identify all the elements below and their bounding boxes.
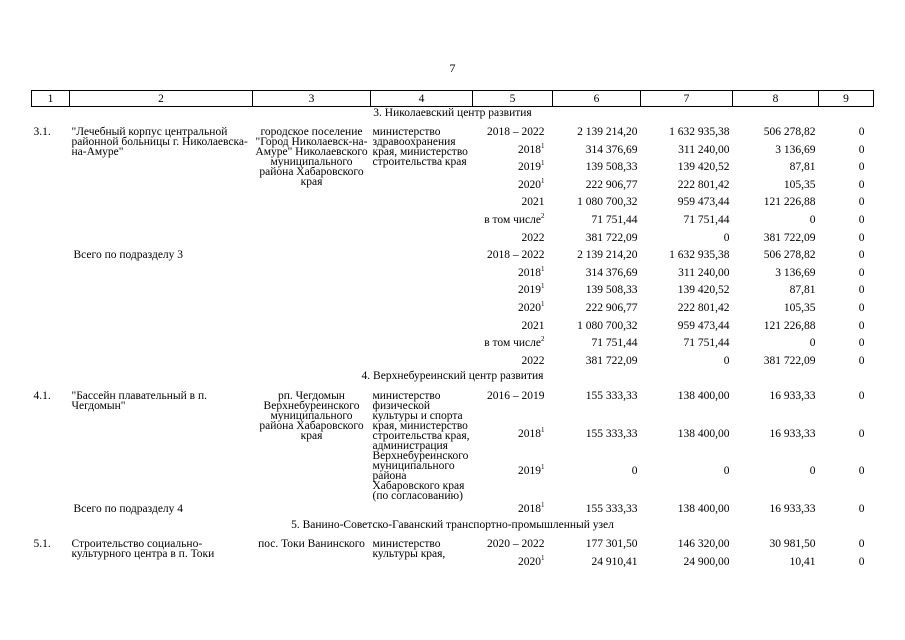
year-text: 2020	[518, 178, 541, 191]
federal-value-cell: 959 473,44	[677, 319, 730, 332]
year-text: 2022	[521, 231, 545, 244]
year-text: в том числе	[484, 214, 541, 227]
year-cell	[473, 194, 553, 212]
item-index: 5.1.	[33, 538, 51, 551]
table-body	[32, 107, 874, 572]
footnote-mark: 1	[541, 300, 545, 309]
item-location: пос. Токи Ванинского	[258, 538, 365, 551]
regional-value-cell: 3 136,69	[775, 266, 816, 279]
item-name: "Лечебный корпус центральной районной больницы г. Николаевска-на-Амуре"	[71, 126, 248, 159]
other-value-cell: 0	[858, 390, 865, 402]
year-text: 2020	[518, 302, 541, 315]
year-cell	[473, 230, 553, 248]
subsection-total-label: Всего по подразделу 4	[73, 503, 184, 515]
federal-value-cell: 1 632 935,38	[669, 249, 730, 262]
federal-value-cell: 1 632 935,38	[669, 126, 730, 139]
column-header: 3	[253, 91, 371, 107]
footnote-mark: 1	[541, 501, 545, 510]
other-value-cell: 0	[858, 538, 865, 551]
year-text: 2018 – 2022	[487, 126, 545, 139]
column-header: 7	[641, 91, 733, 107]
footnote-mark: 1	[541, 463, 545, 472]
column-header: 9	[819, 91, 874, 107]
other-value-cell: 0	[858, 503, 865, 515]
total-row	[32, 501, 874, 519]
total-value-cell: 0	[631, 465, 638, 478]
section-row	[32, 370, 874, 388]
year-text: 2022	[521, 354, 545, 367]
year-cell	[473, 554, 553, 572]
federal-value-cell: 959 473,44	[677, 196, 730, 209]
federal-value-cell: 222 801,42	[677, 302, 730, 315]
other-value-cell: 0	[858, 126, 865, 139]
other-value-cell: 0	[858, 337, 865, 350]
footnote-mark: 1	[541, 425, 545, 434]
federal-value-cell: 0	[723, 465, 730, 478]
regional-value-cell: 16 933,33	[769, 503, 816, 515]
total-value-cell: 222 906,77	[585, 178, 638, 191]
regional-value-cell: 105,35	[783, 302, 816, 315]
federal-value-cell: 311 240,00	[678, 143, 730, 156]
federal-value-cell: 138 400,00	[677, 390, 730, 402]
year-cell	[473, 536, 553, 554]
year-cell	[473, 247, 553, 265]
federal-value-cell: 0	[723, 231, 730, 244]
item-name: Строительство социально-культурного центра в п. Токи	[71, 538, 215, 561]
section-row	[32, 107, 874, 125]
footnote-mark: 1	[541, 141, 545, 150]
federal-value-cell: 222 801,42	[677, 178, 730, 191]
total-value-cell: 314 376,69	[585, 266, 638, 279]
federal-value-cell: 138 400,00	[677, 503, 730, 515]
regional-value-cell: 0	[809, 214, 816, 227]
year-text: 2018	[518, 427, 541, 440]
item-index: 3.1.	[33, 126, 51, 139]
year-text: 2018 – 2022	[487, 249, 545, 262]
other-value-cell: 0	[858, 161, 865, 174]
year-cell	[473, 142, 553, 160]
year-cell	[473, 353, 553, 371]
year-cell	[473, 212, 553, 230]
year-cell	[473, 124, 553, 142]
item-index: 4.1.	[33, 390, 51, 402]
footnote-mark: 2	[541, 212, 545, 221]
total-value-cell: 381 722,09	[585, 231, 638, 244]
column-header: 2	[70, 91, 253, 107]
year-cell	[473, 318, 553, 336]
year-cell	[473, 177, 553, 195]
column-header: 1	[32, 91, 70, 107]
table-row	[32, 388, 874, 426]
total-value-cell: 2 139 214,20	[577, 126, 638, 139]
year-cell	[473, 501, 553, 519]
year-text: 2016 – 2019	[487, 390, 545, 402]
footnote-mark: 1	[541, 265, 545, 274]
year-text: 2021	[521, 319, 545, 332]
regional-value-cell: 16 933,33	[769, 427, 816, 440]
total-value-cell: 2 139 214,20	[577, 249, 638, 262]
table-row	[32, 124, 874, 142]
total-value-cell: 155 333,33	[585, 427, 638, 440]
total-value-cell: 381 722,09	[585, 354, 638, 367]
total-value-cell: 155 333,33	[585, 503, 638, 515]
total-value-cell: 314 376,69	[585, 143, 638, 156]
other-value-cell: 0	[858, 354, 865, 367]
year-cell	[473, 426, 553, 464]
year-text: 2019	[518, 161, 541, 174]
year-text: 2018	[518, 143, 541, 156]
total-value-cell: 1 080 700,32	[577, 196, 638, 209]
item-name: "Бассейн плавательный в п. Чегдомын"	[71, 390, 207, 412]
column-header: 5	[473, 91, 553, 107]
regional-value-cell: 506 278,82	[763, 249, 816, 262]
footnote-mark: 1	[541, 282, 545, 291]
federal-value-cell: 139 420,52	[677, 161, 730, 174]
year-cell	[473, 300, 553, 318]
total-value-cell: 24 910,41	[591, 555, 638, 568]
item-location: рп. Чегдомын Верхнебуреинского муниципального района Хабаровского края	[259, 390, 364, 442]
other-value-cell: 0	[858, 196, 865, 209]
year-cell	[473, 335, 553, 353]
regional-value-cell: 10,41	[789, 555, 816, 568]
year-text: 2019	[518, 465, 541, 478]
federal-value-cell: 138 400,00	[677, 427, 730, 440]
year-cell	[473, 388, 553, 426]
year-text: 2018	[518, 503, 541, 515]
section-title: 5. Ванино-Советско-Гаванский транспортно-промышленный узел	[291, 518, 614, 531]
other-value-cell: 0	[858, 319, 865, 332]
total-value-cell: 222 906,77	[585, 302, 638, 315]
section-title: 4. Верхнебуреинский центр развития	[361, 370, 544, 383]
total-row	[32, 247, 874, 265]
total-value-cell: 71 751,44	[591, 337, 638, 350]
footnote-mark: 1	[541, 177, 545, 186]
other-value-cell: 0	[858, 427, 865, 440]
year-text: 2021	[521, 196, 545, 209]
regional-value-cell: 30 981,50	[769, 538, 816, 551]
year-cell	[473, 265, 553, 283]
federal-value-cell: 0	[723, 354, 730, 367]
other-value-cell: 0	[858, 465, 865, 478]
year-cell	[473, 463, 553, 501]
item-organization: министерство культуры края,	[372, 538, 446, 561]
federal-value-cell: 139 420,52	[677, 284, 730, 297]
other-value-cell: 0	[858, 231, 865, 244]
other-value-cell: 0	[858, 249, 865, 262]
regional-value-cell: 105,35	[783, 178, 816, 191]
federal-value-cell: 24 900,00	[683, 555, 730, 568]
item-location: городское поселение "Город Николаевск-на-Амуре" Николаевского муниципального района Хабаровского края	[255, 126, 368, 189]
regional-value-cell: 506 278,82	[763, 126, 816, 139]
year-text: 2020	[518, 555, 541, 568]
regional-value-cell: 381 722,09	[763, 231, 816, 244]
year-cell	[473, 282, 553, 300]
other-value-cell: 0	[858, 266, 865, 279]
other-value-cell: 0	[858, 284, 865, 297]
total-value-cell: 1 080 700,32	[577, 319, 638, 332]
regional-value-cell: 3 136,69	[775, 143, 816, 156]
year-text: 2020 – 2022	[487, 538, 545, 551]
subsection-total-label: Всего по подразделу 3	[73, 249, 184, 262]
federal-value-cell: 311 240,00	[678, 266, 730, 279]
budget-table	[31, 90, 874, 571]
federal-value-cell: 71 751,44	[683, 214, 730, 227]
column-header: 4	[371, 91, 473, 107]
footnote-mark: 1	[541, 553, 545, 562]
regional-value-cell: 121 226,88	[763, 196, 816, 209]
year-text: 2019	[518, 284, 541, 297]
regional-value-cell: 87,81	[789, 284, 816, 297]
total-value-cell: 71 751,44	[591, 214, 638, 227]
total-value-cell: 155 333,33	[585, 390, 638, 402]
section-row	[32, 519, 874, 537]
regional-value-cell: 0	[809, 337, 816, 350]
footnote-mark: 1	[541, 159, 545, 168]
page-number: 7	[449, 61, 456, 75]
regional-value-cell: 16 933,33	[769, 390, 816, 402]
total-value-cell: 139 508,33	[585, 161, 638, 174]
regional-value-cell: 381 722,09	[763, 354, 816, 367]
item-organization: министерство физической культуры и спорта края, министерство строительства края, администрация Верхнебуреинского муниципального района Хабаровского края (по согласованию)	[372, 390, 470, 502]
other-value-cell: 0	[858, 214, 865, 227]
total-value-cell: 139 508,33	[585, 284, 638, 297]
other-value-cell: 0	[858, 555, 865, 568]
item-organization: министерство здравоохранения края, министерство строительства края	[372, 126, 468, 169]
table-header	[32, 91, 874, 107]
year-text: 2018	[518, 266, 541, 279]
year-cell	[473, 159, 553, 177]
total-value-cell: 177 301,50	[585, 538, 638, 551]
footnote-mark: 2	[541, 335, 545, 344]
regional-value-cell: 0	[809, 465, 816, 478]
column-header: 8	[733, 91, 819, 107]
other-value-cell: 0	[858, 178, 865, 191]
other-value-cell: 0	[858, 143, 865, 156]
other-value-cell: 0	[858, 302, 865, 315]
regional-value-cell: 121 226,88	[763, 319, 816, 332]
section-title: 3. Николаевский центр развития	[373, 107, 532, 119]
column-header: 6	[553, 91, 641, 107]
year-text: в том числе	[484, 337, 541, 350]
federal-value-cell: 146 320,00	[677, 538, 730, 551]
regional-value-cell: 87,81	[789, 161, 816, 174]
table-row	[32, 536, 874, 554]
federal-value-cell: 71 751,44	[683, 337, 730, 350]
